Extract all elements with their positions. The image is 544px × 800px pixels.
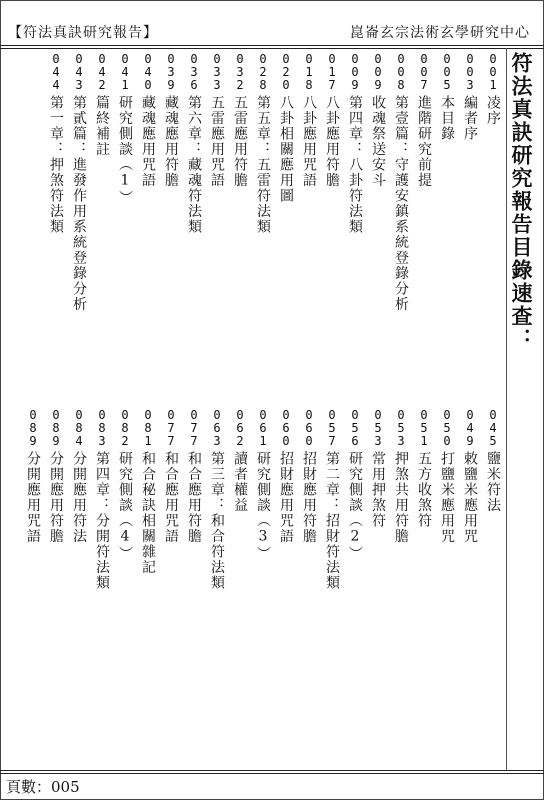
toc-page-number: 050 (440, 408, 454, 447)
toc-entry-text: 第貳篇：進發作用系統登錄分析 (71, 95, 87, 312)
page-header (0, 22, 544, 44)
toc-entry-text: 本目錄 (439, 95, 455, 142)
toc-page-number: 061 (256, 408, 270, 447)
toc-entry-text: 打鹽米應用咒 (439, 451, 455, 544)
page-footer (6, 776, 80, 798)
toc-title: 符法真訣研究報告目錄速查： (509, 52, 534, 351)
toc-entry-text: 研究側談（1） (117, 95, 133, 206)
toc-entry-text: 分開應用符法 (71, 451, 87, 544)
toc-entry-text: 八卦應用咒語 (301, 95, 317, 188)
toc-entry-text: 藏魂應用咒語 (140, 95, 156, 188)
toc-upper-block (4, 52, 504, 412)
toc-entry-text: 凌序 (485, 95, 501, 126)
toc-page-number: 084 (72, 408, 86, 447)
toc-page-number: 028 (256, 52, 270, 91)
toc-entry-text: 研究側談（4） (117, 451, 133, 562)
toc-entry (22, 408, 44, 763)
toc-page-number: 082 (118, 408, 132, 447)
toc-entry-text: 招財應用符膽 (301, 451, 317, 544)
toc-entry (45, 52, 67, 412)
toc-page-number: 060 (279, 408, 293, 447)
toc-page-number: 032 (233, 52, 247, 91)
toc-page-number: 008 (394, 52, 408, 91)
toc-entry (482, 52, 504, 412)
toc-entry (390, 408, 412, 763)
toc-entry-text: 第四章：八卦符法類 (347, 95, 363, 235)
toc-page-number: 007 (417, 52, 431, 91)
toc-page-number: 062 (233, 408, 247, 447)
toc-lower-block (4, 408, 504, 763)
toc-entry (68, 52, 90, 412)
toc-entry (344, 52, 366, 412)
toc-page-number: 043 (72, 52, 86, 91)
toc-page-number: 057 (325, 408, 339, 447)
toc-entry-text: 五雷應用符膽 (232, 95, 248, 188)
toc-entry (114, 408, 136, 763)
toc-entry (91, 408, 113, 763)
toc-entry (160, 408, 182, 763)
toc-entry (436, 408, 458, 763)
toc-entry-text: 和合應用符膽 (186, 451, 202, 544)
toc-entry-text: 第一章：押煞符法類 (48, 95, 64, 235)
toc-entry (252, 52, 274, 412)
toc-entry (114, 52, 136, 412)
toc-entry-text: 編者序 (462, 95, 478, 142)
toc-entry (298, 52, 320, 412)
toc-entry-text: 分開應用符膽 (48, 451, 64, 544)
toc-entry (45, 408, 67, 763)
toc-page-number: 060 (302, 408, 316, 447)
toc-page-number: 001 (486, 52, 500, 91)
toc-entry-text: 研究側談（2） (347, 451, 363, 562)
toc-entry (252, 408, 274, 763)
toc-page-number: 018 (302, 52, 316, 91)
toc-entry-text: 第二章：招財符法類 (324, 451, 340, 591)
toc-entry (206, 408, 228, 763)
toc-page-number: 017 (325, 52, 339, 91)
toc-entry (275, 408, 297, 763)
toc-page-number: 053 (394, 408, 408, 447)
toc-page-number: 044 (49, 52, 63, 91)
toc-entry-text: 八卦相關應用圖 (278, 95, 294, 204)
toc-page-number: 089 (26, 408, 40, 447)
toc-entry-text: 和合應用咒語 (163, 451, 179, 544)
page-number: 005 (51, 778, 80, 796)
toc-entry-text: 研究側談（3） (255, 451, 271, 562)
toc-entry-text: 第五章：五雷符法類 (255, 95, 271, 235)
toc-entry-text: 第三章：和合符法類 (209, 451, 225, 591)
toc-entry-text: 招財應用咒語 (278, 451, 294, 544)
toc-entry (68, 408, 90, 763)
toc-page-number: 041 (118, 52, 132, 91)
toc-entry-text: 收魂祭送安斗 (370, 95, 386, 188)
toc-entry-text: 第四章：分開符法類 (94, 451, 110, 591)
toc-page-number: 051 (417, 408, 431, 447)
toc-entry-text: 和合秘訣相關雜記 (140, 451, 156, 575)
toc-entry (482, 408, 504, 763)
toc-page-number: 040 (141, 52, 155, 91)
book-title: 【符法真訣研究報告】 (8, 25, 158, 41)
toc-entry (229, 52, 251, 412)
toc-entry (298, 408, 320, 763)
toc-entry (413, 408, 435, 763)
toc-page-number: 036 (187, 52, 201, 91)
toc-entry-text: 敕鹽米應用咒 (462, 451, 478, 544)
toc-entry (344, 408, 366, 763)
toc-page-number: 089 (49, 408, 63, 447)
footer-rule-double (0, 773, 544, 774)
toc-entry-text: 常用押煞符 (370, 451, 386, 529)
toc-page-number: 039 (164, 52, 178, 91)
toc-entry (206, 52, 228, 412)
toc-entry (229, 408, 251, 763)
toc-page-number: 009 (348, 52, 362, 91)
toc-page-number: 020 (279, 52, 293, 91)
toc-entry (459, 52, 481, 412)
toc-entry (183, 52, 205, 412)
toc-entry-text: 進階研究前提 (416, 95, 432, 188)
toc-entry-text: 第壹篇：守護安鎮系統登錄分析 (393, 95, 409, 312)
toc-entry (321, 52, 343, 412)
toc-entry (413, 52, 435, 412)
page-label: 頁數： (6, 778, 52, 796)
toc-entry-text: 鹽米符法 (485, 451, 501, 513)
toc-page-number: 005 (440, 52, 454, 91)
toc-page-number: 056 (348, 408, 362, 447)
toc-page-number: 077 (187, 408, 201, 447)
toc-entry (137, 408, 159, 763)
title-divider (506, 48, 507, 770)
toc-entry (459, 408, 481, 763)
toc-page-number: 053 (371, 408, 385, 447)
toc-entry-text: 藏魂應用符膽 (163, 95, 179, 188)
toc-page-number: 009 (371, 52, 385, 91)
toc-page-number: 081 (141, 408, 155, 447)
toc-entry (390, 52, 412, 412)
toc-page-number: 042 (95, 52, 109, 91)
toc-page-number: 083 (95, 408, 109, 447)
toc-entry-text: 押煞共用符膽 (393, 451, 409, 544)
toc-page-number: 063 (210, 408, 224, 447)
toc-entry (183, 408, 205, 763)
toc-page-number: 045 (486, 408, 500, 447)
toc-entry-text: 第六章：藏魂符法類 (186, 95, 202, 235)
toc-page-number: 049 (463, 408, 477, 447)
toc-entry (436, 52, 458, 412)
toc-entry-text: 八卦應用符膽 (324, 95, 340, 188)
toc-entry-text: 讀者權益 (232, 451, 248, 513)
toc-entry (160, 52, 182, 412)
toc-entry-text: 五方收煞符 (416, 451, 432, 529)
toc-entry (275, 52, 297, 412)
toc-entry-text: 分開應用咒語 (25, 451, 41, 544)
toc-entry (91, 52, 113, 412)
header-rule (0, 45, 544, 46)
toc-page-number: 077 (164, 408, 178, 447)
header-rule-double (0, 48, 544, 49)
toc-entry-text: 五雷應用咒語 (209, 95, 225, 188)
toc-entry (367, 408, 389, 763)
toc-entry (367, 52, 389, 412)
toc-page-number: 033 (210, 52, 224, 91)
toc-entry-text: 篇終補註 (94, 95, 110, 157)
toc-entry (137, 52, 159, 412)
footer-rule (0, 770, 544, 771)
toc-page-number: 003 (463, 52, 477, 91)
publisher-name: 崑崙玄宗法術玄學研究中心 (350, 25, 530, 41)
toc-entry (321, 408, 343, 763)
